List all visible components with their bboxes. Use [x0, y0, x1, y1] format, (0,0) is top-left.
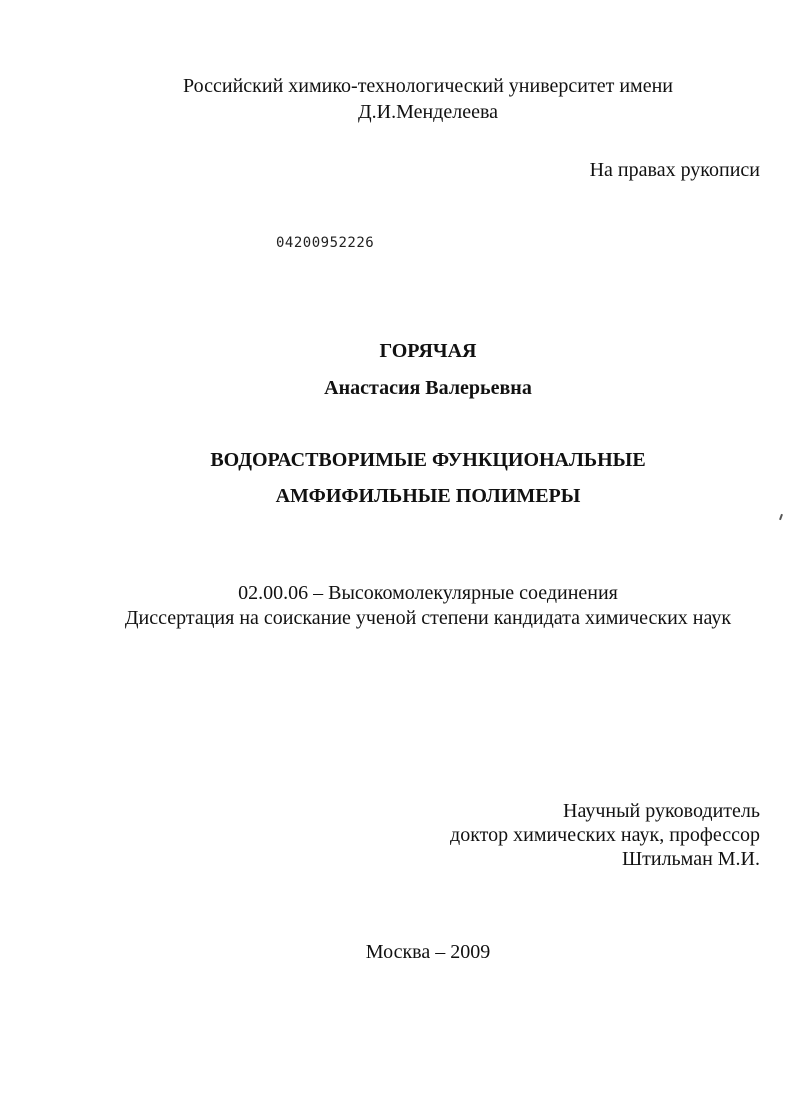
city-year: Москва – 2009	[365, 941, 491, 963]
catalog-number: 04200952226	[276, 235, 375, 251]
supervisor-degree: доктор химических наук, профессор	[450, 824, 760, 846]
thesis-title-line-2: АМФИФИЛЬНЫЕ ПОЛИМЕРЫ	[275, 485, 581, 507]
specialty-code: 02.00.06 – Высокомолекулярные соединения	[238, 582, 618, 604]
thesis-title-line-1: ВОДОРАСТВОРИМЫЕ ФУНКЦИОНАЛЬНЫЕ	[210, 449, 646, 471]
university-name-line-1: Российский химико-технологический университет имени	[182, 75, 673, 97]
supervisor-role: Научный руководитель	[563, 800, 760, 822]
rights-notice: На правах рукописи	[589, 159, 760, 181]
scan-speck	[779, 514, 783, 520]
dissertation-statement: Диссертация на соискание ученой степени кандидата химических наук	[124, 607, 732, 629]
university-name-line-2: Д.И.Менделеева	[357, 101, 499, 123]
supervisor-name: Штильман М.И.	[621, 848, 760, 870]
author-surname: ГОРЯЧАЯ	[379, 340, 477, 362]
author-given-names: Анастасия Валерьевна	[324, 377, 532, 399]
